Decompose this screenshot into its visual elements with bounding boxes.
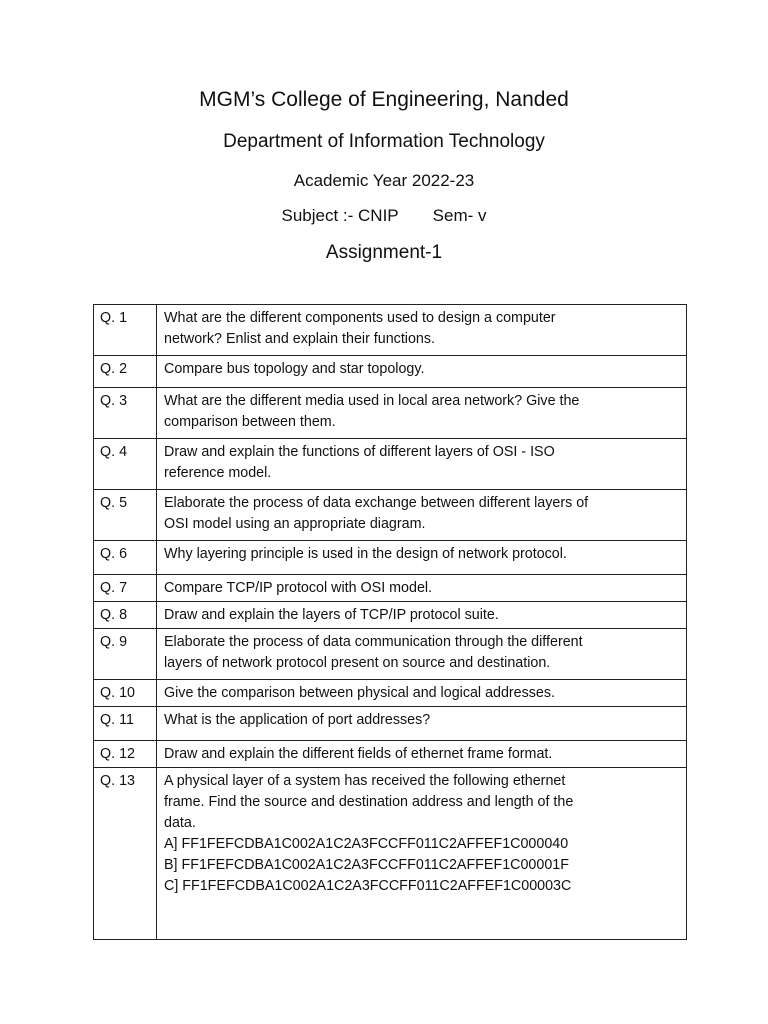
question-row <box>94 680 687 707</box>
question-row <box>94 388 687 439</box>
question-text <box>157 575 687 602</box>
question-text <box>157 305 687 356</box>
question-row <box>94 602 687 629</box>
subject-label: Subject :- CNIP <box>281 206 399 225</box>
question-number: Q. 8 <box>94 602 157 629</box>
academic-year: Academic Year 2022-23 <box>293 171 475 190</box>
question-text-line: frame. Find the source and destination address and length of the <box>164 794 574 810</box>
question-number: Q. 1 <box>94 305 157 356</box>
question-number: Q. 10 <box>94 680 157 707</box>
question-text-line: Give the comparison between physical and logical addresses. <box>164 685 556 701</box>
department-name: Department of Information Technology <box>223 131 545 152</box>
question-row <box>94 768 687 940</box>
question-text <box>157 707 687 741</box>
question-number: Q. 4 <box>94 439 157 490</box>
question-number: Q. 2 <box>94 356 157 388</box>
question-number: Q. 12 <box>94 741 157 768</box>
question-text-line: Elaborate the process of data exchange between different layers of <box>164 495 589 511</box>
question-text <box>157 602 687 629</box>
college-name: MGM’s College of Engineering, Nanded <box>199 88 569 111</box>
question-text <box>157 388 687 439</box>
question-text-line: Elaborate the process of data communication through the different <box>164 634 583 650</box>
question-row <box>94 629 687 680</box>
question-text-line: What is the application of port addresses? <box>164 712 431 728</box>
question-text-line: Draw and explain the different fields of ethernet frame format. <box>164 746 553 762</box>
questions-table-body <box>94 305 687 940</box>
question-row <box>94 356 687 388</box>
question-text-line: Compare bus topology and star topology. <box>164 361 425 377</box>
assignment-title: Assignment-1 <box>325 242 443 263</box>
question-number: Q. 7 <box>94 575 157 602</box>
question-text-line: network? Enlist and explain their functions. <box>164 331 435 347</box>
question-number: Q. 6 <box>94 541 157 575</box>
question-text-line: B] FF1FEFCDBA1C002A1C2A3FCCFF011C2AFFEF1C00001F <box>164 857 569 873</box>
question-number: Q. 9 <box>94 629 157 680</box>
questions-table <box>93 304 687 940</box>
question-text-line: What are the different components used to design a computer <box>164 310 556 326</box>
question-text <box>157 439 687 490</box>
question-text-line: layers of network protocol present on source and destination. <box>164 655 551 671</box>
question-text-line: Compare TCP/IP protocol with OSI model. <box>164 580 433 596</box>
question-number: Q. 5 <box>94 490 157 541</box>
question-row <box>94 305 687 356</box>
question-text <box>157 356 687 388</box>
question-text-line: A] FF1FEFCDBA1C002A1C2A3FCCFF011C2AFFEF1C000040 <box>164 836 569 852</box>
question-text-line: What are the different media used in local area network? Give the <box>164 393 580 409</box>
question-text-line: data. <box>164 815 196 831</box>
semester-label: Sem- v <box>432 206 487 225</box>
question-text-line: Draw and explain the layers of TCP/IP protocol suite. <box>164 607 499 623</box>
question-text <box>157 629 687 680</box>
question-text-line: reference model. <box>164 465 272 481</box>
question-row <box>94 490 687 541</box>
question-text-line: Why layering principle is used in the design of network protocol. <box>164 546 567 562</box>
subject-line <box>0 206 768 226</box>
question-row <box>94 741 687 768</box>
question-text-line: Draw and explain the functions of different layers of OSI - ISO <box>164 444 555 460</box>
question-row <box>94 541 687 575</box>
question-text <box>157 768 687 940</box>
question-text <box>157 490 687 541</box>
question-row <box>94 707 687 741</box>
question-number: Q. 13 <box>94 768 157 940</box>
question-text <box>157 741 687 768</box>
question-text-line: C] FF1FEFCDBA1C002A1C2A3FCCFF011C2AFFEF1C00003C <box>164 878 572 894</box>
question-text-line: OSI model using an appropriate diagram. <box>164 516 426 532</box>
question-row <box>94 439 687 490</box>
question-row <box>94 575 687 602</box>
question-text <box>157 541 687 575</box>
question-text <box>157 680 687 707</box>
question-text-line: comparison between them. <box>164 414 336 430</box>
question-number: Q. 11 <box>94 707 157 741</box>
question-number: Q. 3 <box>94 388 157 439</box>
question-text-line: A physical layer of a system has received the following ethernet <box>164 773 566 789</box>
